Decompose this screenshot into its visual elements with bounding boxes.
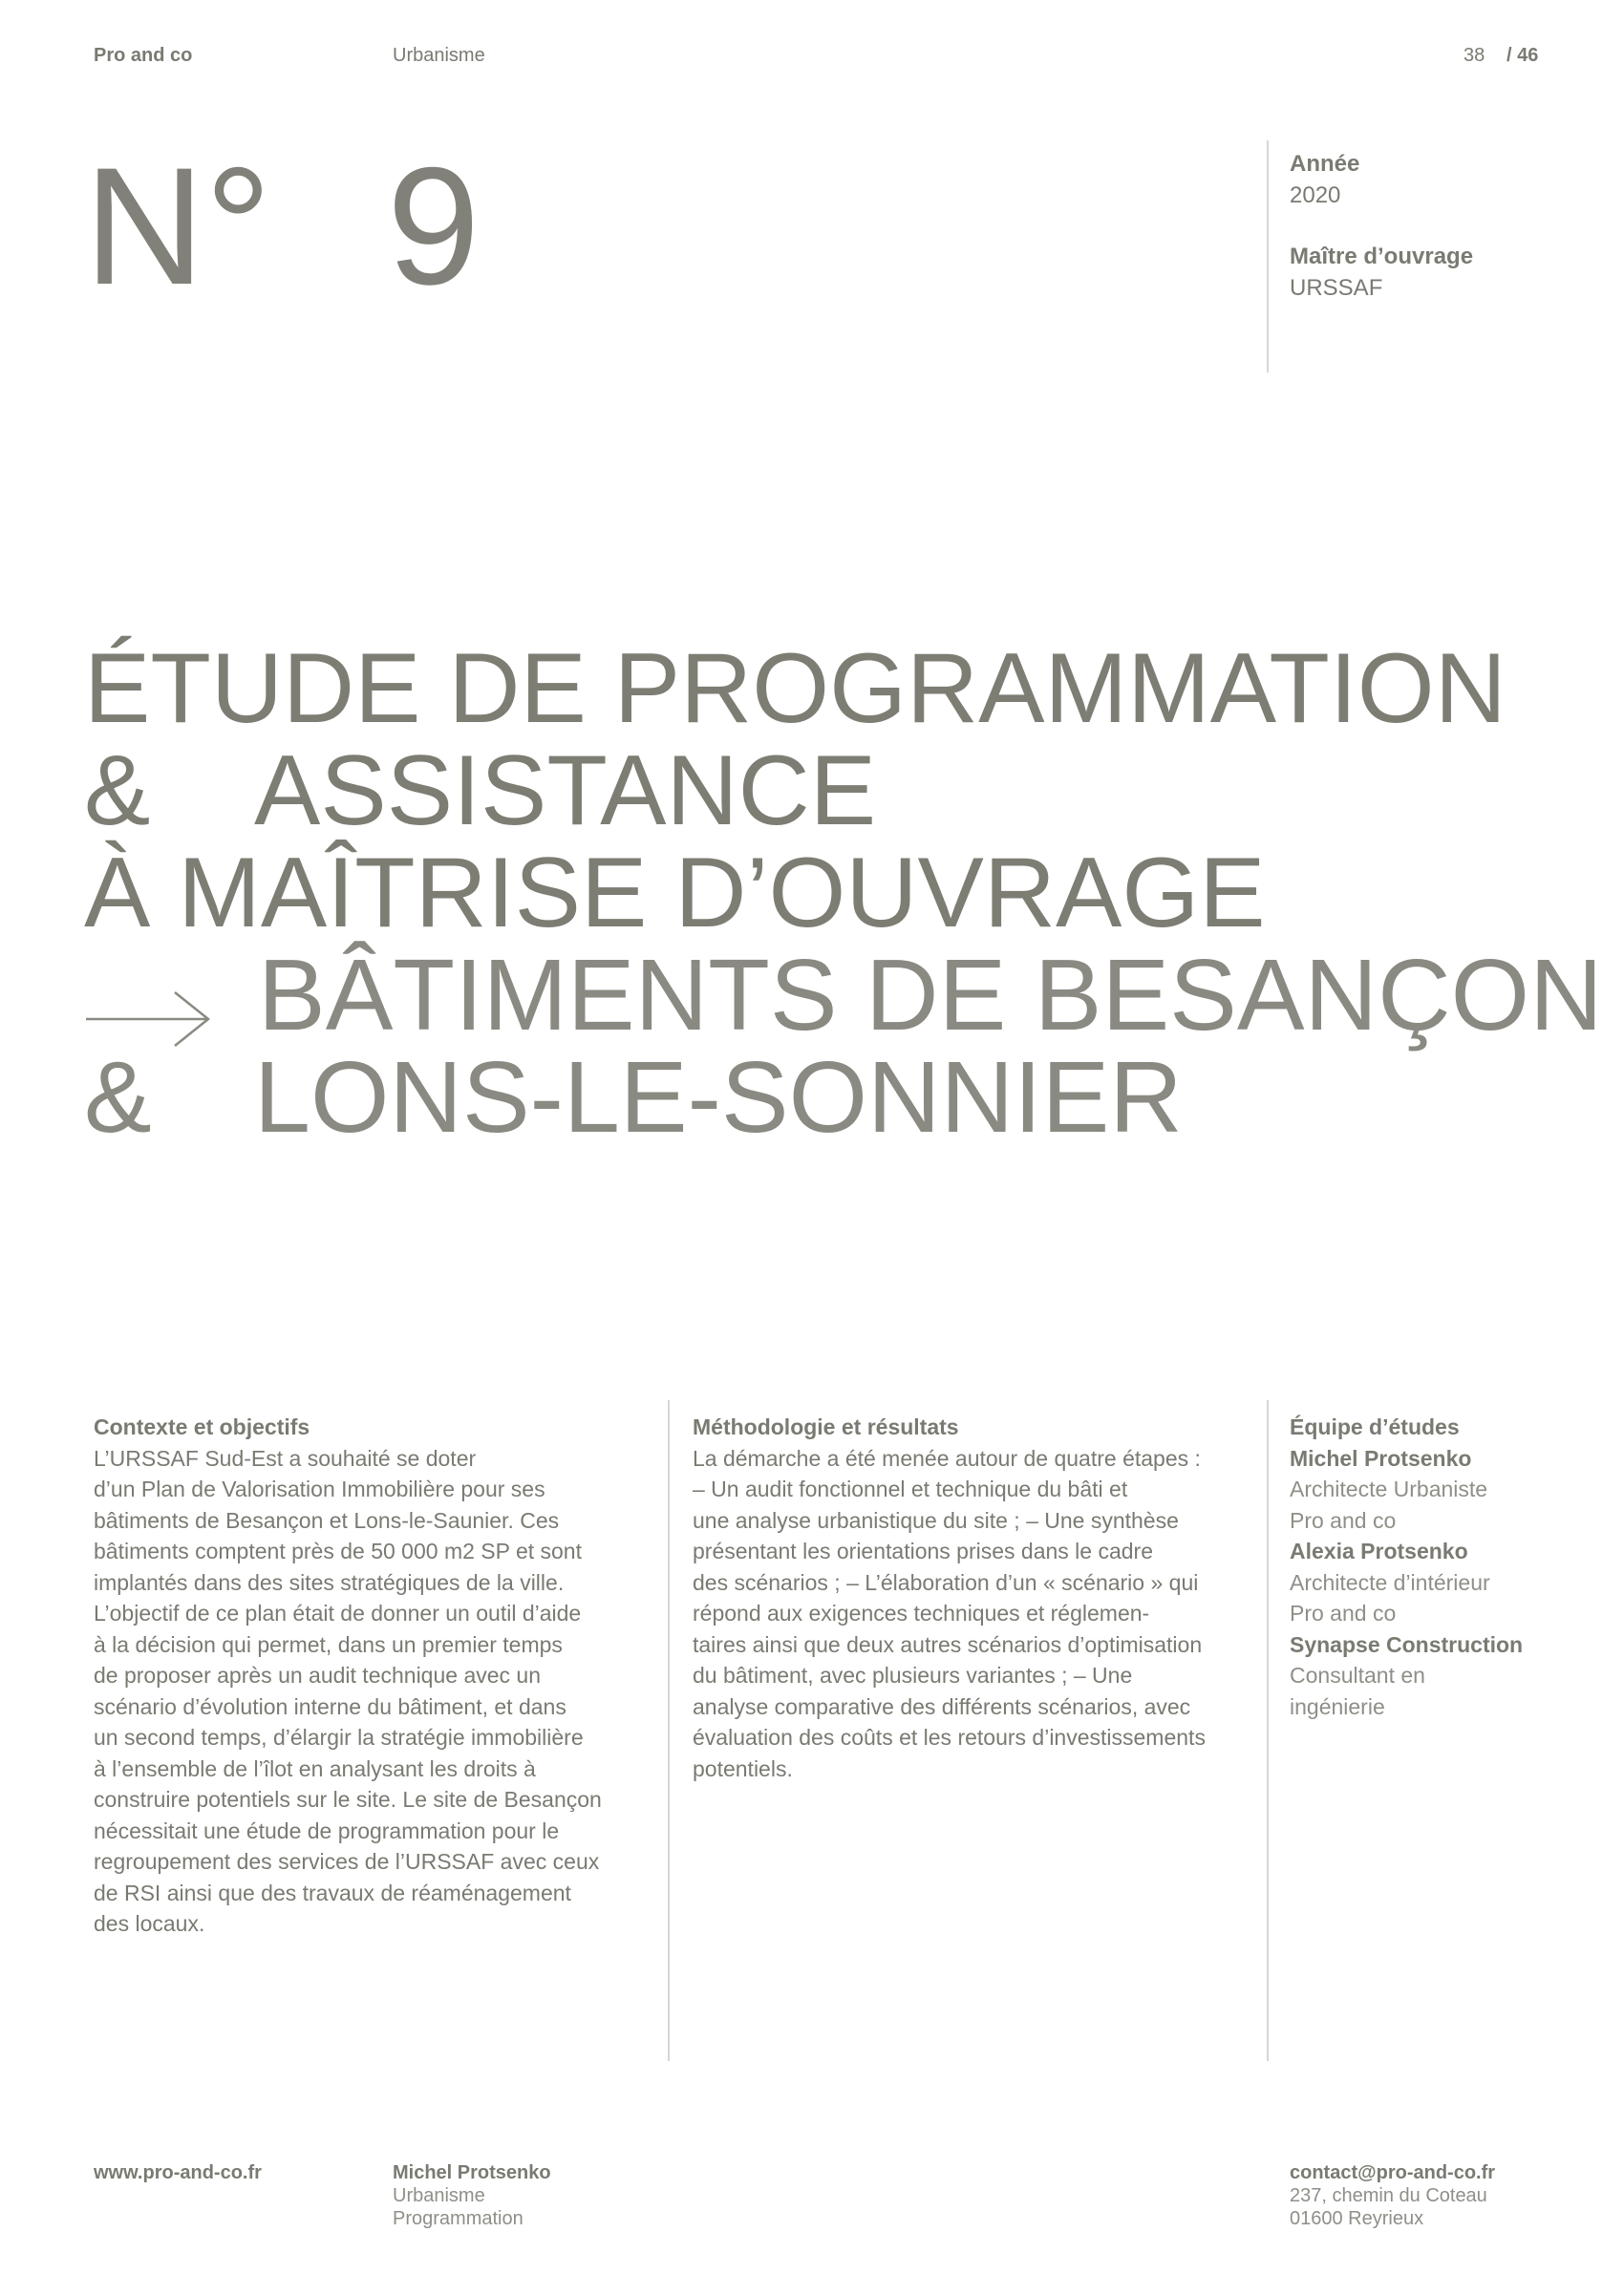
method-line: évaluation des coûts et les retours d’investissements xyxy=(693,1725,1206,1750)
project-number: 9 xyxy=(387,134,481,320)
team-heading: Équipe d’études xyxy=(1290,1414,1460,1439)
footer-email-link[interactable]: contact@pro-and-co.fr xyxy=(1290,2162,1496,2183)
year-label: Année xyxy=(1290,151,1360,177)
context-line: nécessitait une étude de programmation pour le xyxy=(94,1818,560,1843)
method-line: des scénarios ; – L’élaboration d’un « scénario » qui xyxy=(693,1569,1199,1595)
footer-person-name: Michel Protsenko xyxy=(393,2162,551,2183)
method-heading: Méthodologie et résultats xyxy=(693,1414,959,1439)
column-divider-1 xyxy=(668,1400,670,2061)
title-line-4 xyxy=(84,939,1603,1052)
method-line: potentiels. xyxy=(693,1755,793,1781)
method-line: La démarche a été menée autour de quatre étapes : xyxy=(693,1445,1201,1471)
meta-divider xyxy=(1267,140,1269,372)
project-number-label: N° xyxy=(84,134,272,320)
meta-block xyxy=(1290,148,1473,304)
team-member-company: Pro and co xyxy=(1290,1601,1397,1626)
arrow-right-icon xyxy=(84,963,258,1020)
context-line: de proposer après un audit technique avec un xyxy=(94,1663,541,1688)
year-value: 2020 xyxy=(1290,182,1341,208)
page-current: 38 xyxy=(1464,45,1485,66)
owner-label: Maître d’ouvrage xyxy=(1290,244,1474,269)
context-line: L’URSSAF Sud-Est a souhaité se doter xyxy=(94,1445,477,1471)
context-line: des locaux. xyxy=(94,1911,205,1936)
title-line-2-text: ASSISTANCE xyxy=(254,735,877,846)
section-name: Urbanisme xyxy=(393,45,485,66)
title-ampersand-2: & xyxy=(84,1041,152,1154)
context-line: bâtiments comptent près de 50 000 m2 SP et sont xyxy=(94,1539,582,1563)
method-column xyxy=(693,1412,1266,1784)
context-line: implantés dans des sites stratégiques de la ville. xyxy=(94,1569,565,1595)
team-member-company: Pro and co xyxy=(1290,1507,1397,1533)
title-line-5-text: LONS-LE-SONNIER xyxy=(254,1041,1183,1154)
context-line: à l’ensemble de l’îlot en analysant les droits à xyxy=(94,1755,536,1781)
context-heading: Contexte et objectifs xyxy=(94,1414,310,1439)
footer-person-line: Urbanisme xyxy=(393,2185,485,2206)
context-column xyxy=(94,1412,657,1940)
brand-name: Pro and co xyxy=(94,45,193,66)
method-line: taires ainsi que deux autres scénarios d’optimisation xyxy=(693,1631,1203,1657)
team-column xyxy=(1290,1412,1595,1722)
title-line-1: ÉTUDE DE PROGRAMMATION xyxy=(84,633,1506,744)
title-ampersand: & xyxy=(84,735,151,846)
method-line: – Un audit fonctionnel et technique du bâti et xyxy=(693,1477,1128,1501)
method-line: présentant les orientations prises dans le cadre xyxy=(693,1539,1154,1563)
team-member-name: Alexia Protsenko xyxy=(1290,1539,1468,1563)
method-line: une analyse urbanistique du site ; – Une synthèse xyxy=(693,1507,1179,1533)
team-member-name: Michel Protsenko xyxy=(1290,1445,1472,1471)
owner-value: URSSAF xyxy=(1290,275,1383,301)
team-member-role: Architecte d’intérieur xyxy=(1290,1569,1490,1595)
title-line-4-text: BÂTIMENTS DE BESANÇON xyxy=(258,939,1603,1052)
footer-address-line: 01600 Reyrieux xyxy=(1290,2208,1424,2229)
page-total: / 46 xyxy=(1506,45,1539,66)
team-member-company: ingénierie xyxy=(1290,1693,1385,1719)
method-line: analyse comparative des différents scénarios, avec xyxy=(693,1693,1191,1719)
context-line: construire potentiels sur le site. Le site de Besançon xyxy=(94,1787,602,1812)
context-line: de RSI ainsi que des travaux de réaménagement xyxy=(94,1880,571,1905)
context-line: bâtiments de Besançon et Lons-le-Saunier. Ces xyxy=(94,1507,560,1533)
footer-contact-person xyxy=(393,2161,551,2230)
footer-person-line: Programmation xyxy=(393,2208,524,2229)
context-line: regroupement des services de l’URSSAF avec ceux xyxy=(94,1849,600,1874)
method-line: du bâtiment, avec plusieurs variantes ; – Une xyxy=(693,1663,1133,1688)
context-line: L’objectif de ce plan était de donner un outil d’aide xyxy=(94,1601,582,1626)
context-line: scénario d’évolution interne du bâtiment, et dans xyxy=(94,1693,566,1719)
team-member-role: Consultant en xyxy=(1290,1663,1425,1688)
context-line: un second temps, d’élargir la stratégie immobilière xyxy=(94,1725,584,1750)
footer-address-block xyxy=(1290,2161,1495,2230)
column-divider-2 xyxy=(1267,1400,1269,2061)
context-line: d’un Plan de Valorisation Immobilière pour ses xyxy=(94,1477,545,1501)
title-line-5 xyxy=(84,1041,1555,1154)
project-title xyxy=(84,633,1603,1154)
footer-website-link[interactable]: www.pro-and-co.fr xyxy=(94,2162,262,2183)
team-member-role: Architecte Urbaniste xyxy=(1290,1477,1488,1501)
team-member-name: Synapse Construction xyxy=(1290,1631,1524,1657)
method-line: répond aux exigences techniques et réglemen- xyxy=(693,1601,1150,1626)
title-line-2 xyxy=(84,735,1555,846)
context-line: à la décision qui permet, dans un premier temps xyxy=(94,1631,563,1657)
footer-address-line: 237, chemin du Coteau xyxy=(1290,2185,1487,2206)
title-line-3: À MAÎTRISE D’OUVRAGE xyxy=(84,838,1266,948)
